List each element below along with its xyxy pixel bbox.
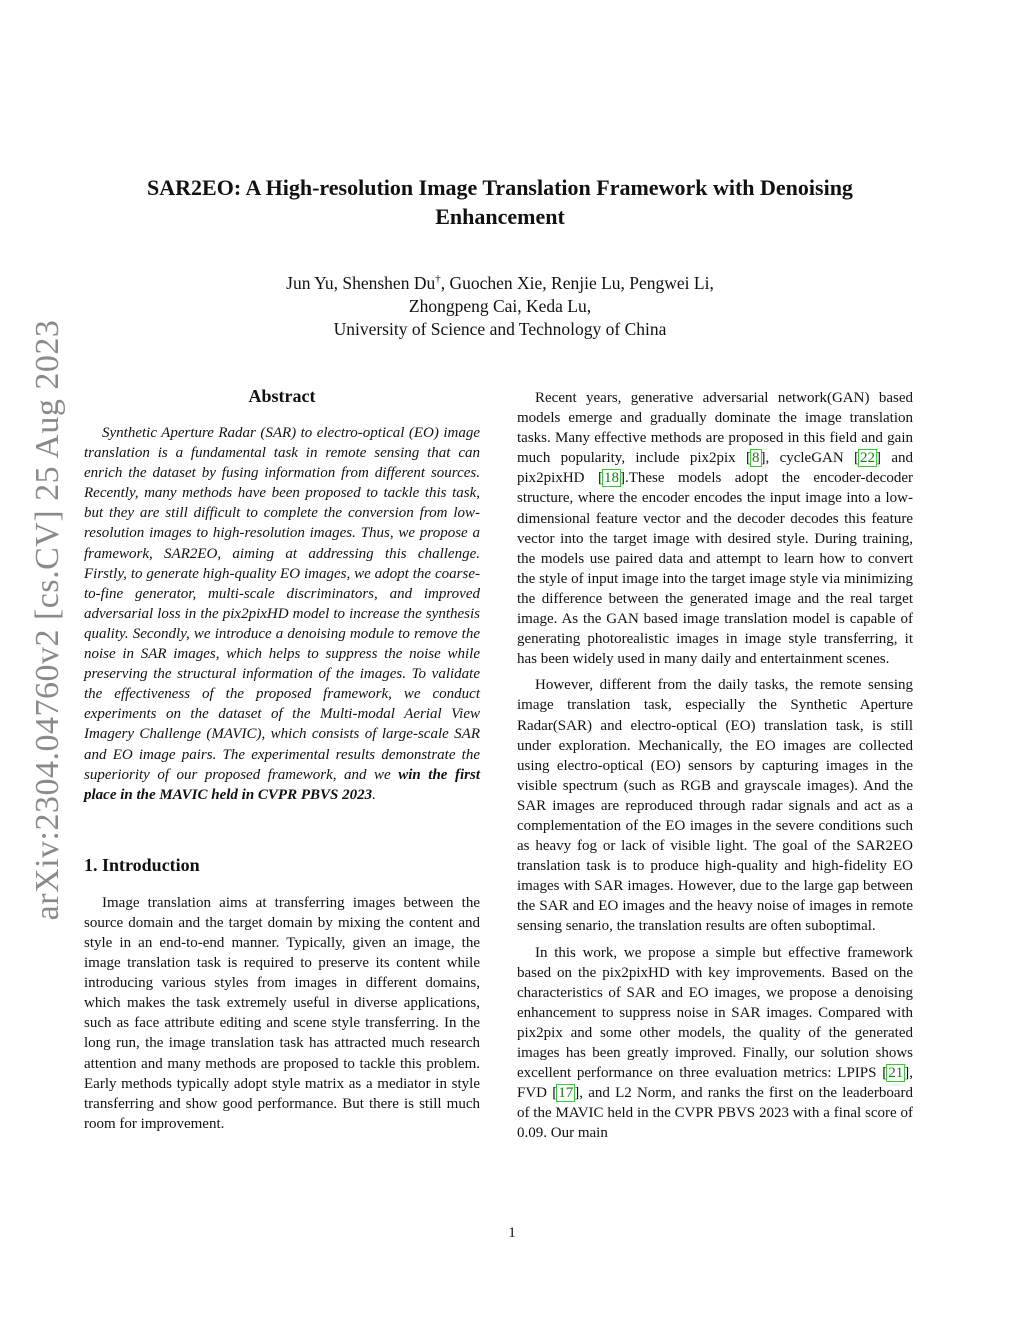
intro-paragraph-4: In this work, we propose a simple but effective framework based on the pix2pixHD with key improvements. Based on the characteristics of SAR and EO images, we propose a denoising enhancement to suppress noise in SAR images. Compared with pix2pix and some other models, the quality of the generated images has been greatly improved. Finally, our solution shows excellent performance on three evaluation metrics: LPIPS [21], FVD [17], and L2 Norm, and ranks the first on the leaderboard of the MAVIC held in the CVPR PBVS 2023 with a final score of 0.09. Our main [517, 944, 913, 1142]
paragraph-text: , FVD [517, 1065, 913, 1102]
citation-link-22[interactable]: 22 [860, 450, 876, 467]
intro-paragraph-2: Recent years, generative adversarial network(GAN) based models emerge and gradually dominate the image translation tasks. Many effective methods are proposed in this field and gain much popularity, include pix2pix [8], cycleGAN [22] and pix2pixHD [18].These models adopt the encoder-decoder structure, where the encoder encodes the input image into a low-dimensional feature vector and the decoder decodes this feature vector into the target image with desired style. During training, the models use paired data and attempt to learn how to convert the style of input image into the target image style via minimizing the difference between the generated image and the real target image. As the GAN based image translation model is capable of generating photorealistic images in image style transferring, it has been widely used in many daily and entertainment scenes. [517, 390, 913, 668]
arxiv-stamp: arXiv:2304.04760v2 [cs.CV] 25 Aug 2023 [29, 319, 66, 921]
paragraph-text: In this work, we propose a simple but effective framework based on the pix2pixHD with key improvements. Based on the characteristics of SAR and EO images, we propose a denoising enhancement to suppress noise in SAR images. Compared with pix2pix and some other models, the quality of the generated images has been greatly improved. Finally, our solution shows excellent performance on three evaluation metrics: LPIPS [517, 944, 913, 1082]
abstract-bold-claim: win the first place in the MAVIC held in CVPR PBVS 2023 [84, 766, 480, 803]
citation-link-17[interactable]: 17 [558, 1085, 574, 1102]
paragraph-text: Recent years, generative adversarial network(GAN) based models emerge and gradually dominate the image translation tasks. Many effective methods are proposed in this field and gain much popularity, include pix2pix [517, 390, 913, 467]
citation-link-21[interactable]: 21 [888, 1065, 904, 1082]
authors-part-b: , Guochen Xie, Renjie Lu, Pengwei Li, [440, 272, 714, 293]
abstract-text: Synthetic Aperture Radar (SAR) to electro-optical (EO) image translation is a fundamental task in remote sensing that can enrich the dataset by fusing information from different sources. Recently, many methods have been proposed to tackle this task, but they are still difficult to complete the conversion from low-resolution images to high-resolution images. Thus, we propose a framework, SAR2EO, aiming at addressing this challenge. Firstly, to generate high-quality EO images, we adopt the coarse-to-fine generator, multi-scale discriminators, and improved adversarial loss in the pix2pixHD model to increase the synthesis quality. Secondly, we introduce a denoising module to remove the noise in SAR images, which helps to suppress the noise while preserving the structural information of the images. To validate the effectiveness of the proposed framework, we conduct experiments on the dataset of the Multi-modal Aerial View Imagery Challenge (MAVIC), which consists of large-scale SAR and EO image pairs. The experimental results demonstrate the superiority of our proposed framework, and we [84, 425, 480, 783]
authors-part-a: Jun Yu, Shenshen Du [286, 272, 436, 293]
paper-title: SAR2EO: A High-resolution Image Translation Framework with Denoising Enhancement [147, 175, 853, 229]
authors-line-1 [90, 268, 910, 295]
intro-paragraph-1: Image translation aims at transferring images between the source domain and the target domain by mixing the content and style in an end-to-end manner. Typically, given an image, the image translation task is required to preserve its content while introducing various styles from images in different domains, which makes the task extremely useful in diverse applications, such as face attribute editing and scene style transferring. In the long run, the image translation task has attracted much research attention and many methods are proposed to tackle this problem. Early methods typically adopt style matrix as a mediator in style transferring and show good performance. But there is still much room for improvement. [84, 894, 480, 1132]
citation-link-18[interactable]: 18 [603, 470, 619, 487]
abstract-end: . [372, 786, 376, 803]
corresponding-author-mark: † [435, 273, 441, 285]
left-column [84, 384, 480, 1134]
citation-link-8[interactable]: 8 [752, 450, 760, 467]
paragraph-text: .These models adopt the encoder-decoder structure, where the encoder encodes the input image into a low-dimensional feature vector and the decoder decodes this feature vector into the target image with desired style. During training, the models use paired data and attempt to learn how to convert the style of input image into the target image style via minimizing the difference between the generated image and the real target image. As the GAN based image translation model is capable of generating photorealistic images in image style transferring, it has been widely used in many daily and entertainment scenes. [517, 470, 913, 668]
abstract-body [84, 423, 480, 805]
affiliation: University of Science and Technology of China [333, 318, 667, 339]
authors-line-2: Zhongpeng Cai, Keda Lu, [408, 295, 592, 316]
paragraph-text: , and L2 Norm, and ranks the first on the leaderboard of the MAVIC held in the CVPR PBVS 2023 with a final score of 0.09. Our main [517, 1085, 913, 1142]
page-number: 1 [508, 1225, 516, 1241]
paragraph-text: , cycleGAN [765, 450, 855, 467]
section-heading-introduction: 1. Introduction [84, 854, 200, 875]
paragraph-text: and pix2pixHD [517, 450, 913, 487]
intro-paragraph-3: However, different from the daily tasks, the remote sensing image translation task, especially the Synthetic Aperture Radar(SAR) and electro-optical (EO) translation task, is still under exploration. Mechanically, the EO images are collected using electro-optical (EO) sensors by capturing images in the visible spectrum (such as RGB and grayscale images). And the SAR images are reproduced through radar signals and act as a complementation of the EO images in the severe conditions such as heavy fog or lack of visible light. The goal of the SAR2EO translation task is to produce high-quality and high-fidelity EO images with SAR images. However, due to the large gap between the SAR and EO images and the heavy noise of images in remote sensing senario, the translation results are often suboptimal. [517, 677, 913, 935]
abstract-heading: Abstract [248, 386, 316, 406]
author-block [90, 268, 910, 341]
right-column [517, 388, 913, 1143]
